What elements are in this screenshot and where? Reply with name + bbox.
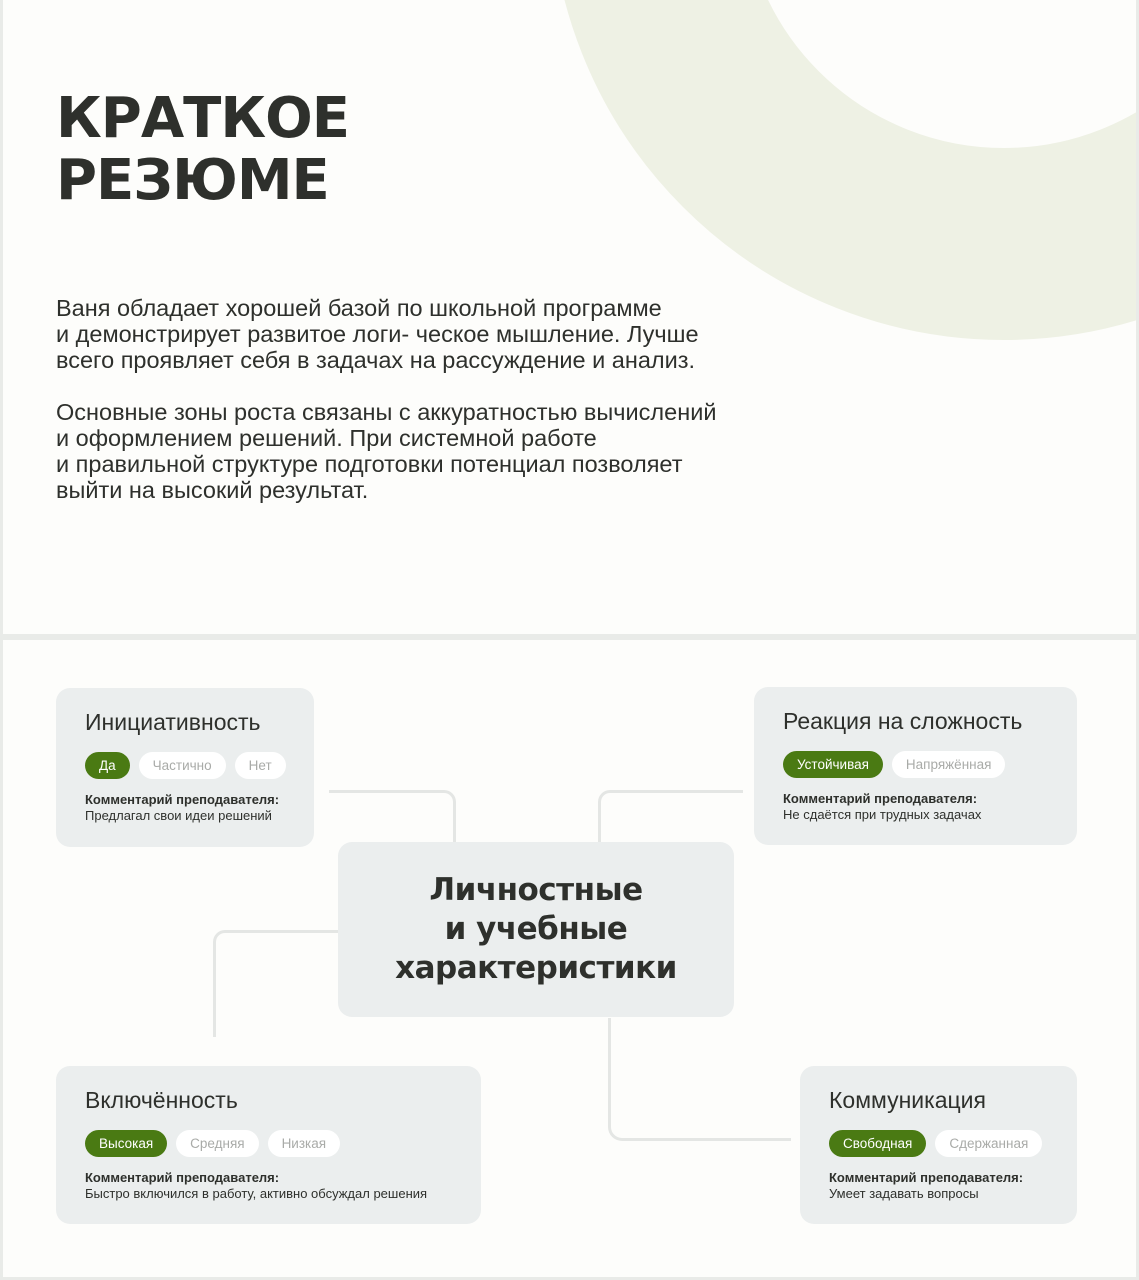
card-title: Включённость xyxy=(85,1087,238,1113)
comment-label: Комментарий преподавателя: xyxy=(85,1170,280,1185)
decorative-ring xyxy=(550,0,1136,340)
summary-slide xyxy=(3,0,1136,634)
connector-line xyxy=(598,790,743,845)
option-pills xyxy=(85,1130,481,1157)
option-pill-no[interactable]: Нет xyxy=(235,752,286,779)
option-pill-medium[interactable]: Средняя xyxy=(176,1130,258,1157)
paragraph-line: Основные зоны роста связаны с аккуратностью вычислений xyxy=(56,399,717,425)
option-pills xyxy=(829,1130,1077,1157)
comment-label: Комментарий преподавателя: xyxy=(829,1170,1024,1185)
paragraph-line: выйти на высокий результат. xyxy=(56,477,369,503)
option-pill-stable[interactable]: Устойчивая xyxy=(783,751,883,778)
card-communication xyxy=(800,1066,1077,1224)
comment-label: Комментарий преподавателя: xyxy=(783,791,978,806)
comment-text: Быстро включился в работу, активно обсуждал решения xyxy=(85,1186,428,1201)
connector-line xyxy=(329,790,456,845)
paragraph-line: всего проявляет себя в задачах на рассуждение и анализ. xyxy=(56,347,696,373)
summary-paragraph-1 xyxy=(56,295,699,373)
option-pill-free[interactable]: Свободная xyxy=(829,1130,926,1157)
comment-label: Комментарий преподавателя: xyxy=(85,792,280,807)
comment-text: Умеет задавать вопросы xyxy=(829,1186,979,1201)
center-topic-box xyxy=(338,842,734,1017)
center-title-line: Личностные xyxy=(429,872,643,908)
option-pill-reserved[interactable]: Сдержанная xyxy=(935,1130,1042,1157)
summary-title xyxy=(56,88,349,212)
card-title: Инициативность xyxy=(85,709,261,735)
option-pill-partial[interactable]: Частично xyxy=(139,752,226,779)
connector-line xyxy=(608,1018,791,1141)
center-title-line: и учебные xyxy=(444,911,628,947)
option-pill-low[interactable]: Низкая xyxy=(268,1130,341,1157)
connector-line xyxy=(213,930,342,1037)
comment-text: Предлагал свои идеи решений xyxy=(85,808,272,823)
paragraph-line: и демонстрирует развитое логи- ческое мышление. Лучше xyxy=(56,321,699,347)
card-engagement xyxy=(56,1066,481,1224)
paragraph-line: и правильной структуре подготовки потенциал позволяет xyxy=(56,451,683,477)
center-topic-title xyxy=(395,871,677,988)
paragraph-line: и оформлением решений. При системной работе xyxy=(56,425,597,451)
option-pill-yes[interactable]: Да xyxy=(85,752,130,779)
summary-title-line: КРАТКОЕ xyxy=(56,86,349,151)
comment-text: Не сдаётся при трудных задачах xyxy=(783,807,982,822)
option-pills xyxy=(85,752,314,779)
center-title-line: характеристики xyxy=(395,950,677,986)
option-pills xyxy=(783,751,1077,778)
summary-title-line: РЕЗЮМЕ xyxy=(56,148,329,213)
summary-paragraph-2 xyxy=(56,399,716,503)
card-reaction xyxy=(754,687,1077,845)
card-title: Коммуникация xyxy=(829,1087,986,1113)
card-initiative xyxy=(56,688,314,847)
paragraph-line: Ваня обладает хорошей базой по школьной программе xyxy=(56,295,662,321)
traits-slide xyxy=(3,640,1136,1277)
option-pill-tense[interactable]: Напряжённая xyxy=(892,751,1006,778)
option-pill-high[interactable]: Высокая xyxy=(85,1130,167,1157)
card-title: Реакция на сложность xyxy=(783,708,1023,734)
